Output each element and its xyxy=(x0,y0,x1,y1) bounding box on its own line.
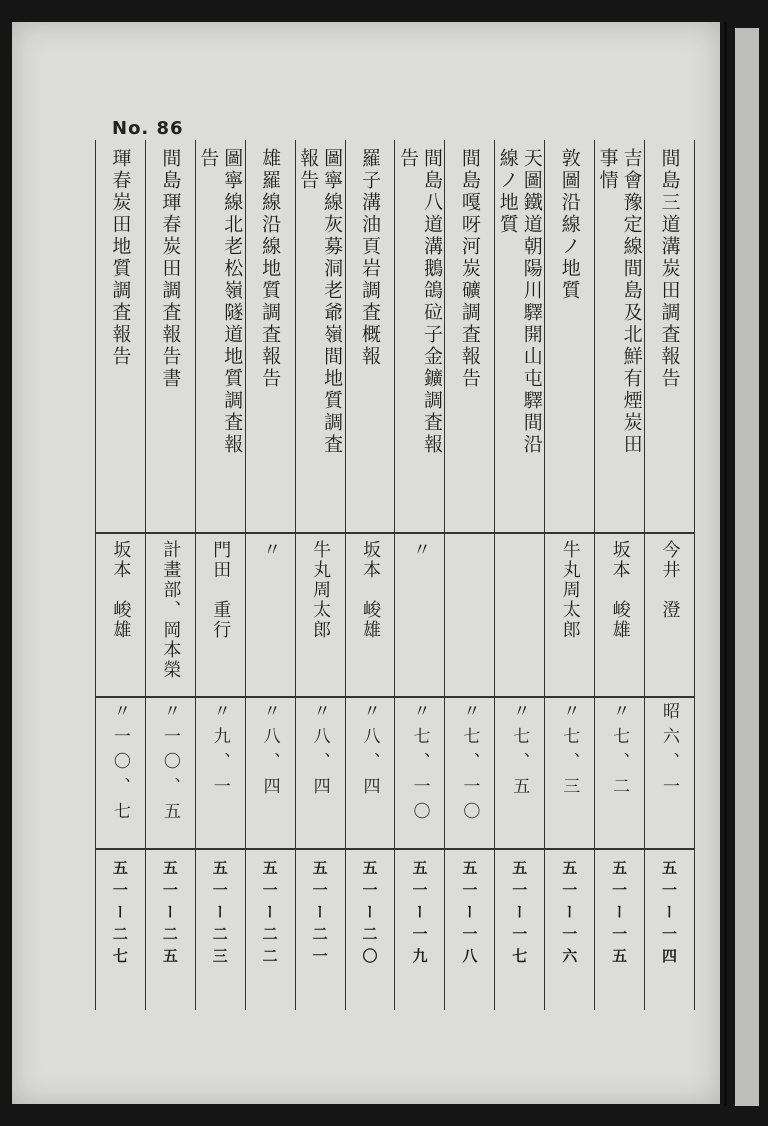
report-date: 〃八、四 xyxy=(259,702,280,802)
report-number: 五一ー二五 xyxy=(160,860,179,970)
report-date: 〃一〇、五 xyxy=(159,702,180,827)
report-title: 琿春炭田地質調査報告 xyxy=(109,148,132,368)
report-author: 計畫部、岡本榮 xyxy=(160,540,182,680)
report-number: 五一ー二二 xyxy=(260,860,279,970)
report-title: 間島琿春炭田調査報告書 xyxy=(159,148,182,390)
report-date: 〃八、四 xyxy=(359,702,380,802)
report-author xyxy=(495,540,544,690)
report-title: 圖寧線灰募洞老爺嶺間地質調査 報告 xyxy=(297,148,344,456)
table-column xyxy=(444,140,494,1010)
table-column xyxy=(644,140,695,1010)
report-author: 〃 xyxy=(260,540,282,560)
table-column xyxy=(245,140,295,1010)
report-date: 〃一〇、七 xyxy=(109,702,130,827)
report-number: 五一ー二一 xyxy=(310,860,329,970)
table-column xyxy=(295,140,345,1010)
report-author: 今井 澄 xyxy=(659,540,681,620)
report-author: 坂本 峻雄 xyxy=(609,540,631,640)
report-date: 〃七、一〇 xyxy=(409,702,430,827)
report-number: 五一ー二三 xyxy=(210,860,229,970)
report-number: 五一ー一六 xyxy=(560,860,579,970)
report-date: 〃九、一 xyxy=(209,702,230,802)
report-title: 敦圖沿線ノ地質 xyxy=(558,148,581,302)
table-columns xyxy=(95,140,695,1010)
report-author xyxy=(445,540,494,690)
report-title: 吉會豫定線間島及北鮮有煙炭田 事情 xyxy=(596,148,643,456)
next-page-edge xyxy=(735,28,759,1106)
report-title: 間島嘎呀河炭礦調査報告 xyxy=(458,148,481,390)
report-number: 五一ー一八 xyxy=(460,860,479,970)
report-list-table xyxy=(95,140,695,1010)
report-title: 羅子溝油頁岩調査概報 xyxy=(359,148,382,368)
report-author: 坂本 峻雄 xyxy=(360,540,382,640)
report-title: 雄羅線沿線地質調査報告 xyxy=(259,148,282,390)
table-column xyxy=(195,140,245,1010)
report-author: 〃 xyxy=(409,540,431,560)
table-column xyxy=(145,140,195,1010)
table-column xyxy=(394,140,444,1010)
report-number: 五一ー一七 xyxy=(510,860,529,970)
table-column xyxy=(494,140,544,1010)
report-date: 〃七、三 xyxy=(559,702,580,802)
report-author: 門田 重行 xyxy=(210,540,232,640)
report-title: 圖寧線北老松嶺隧道地質調査報 告 xyxy=(197,148,244,456)
report-author: 牛丸周太郎 xyxy=(559,540,581,640)
report-number: 五一ー一九 xyxy=(410,860,429,970)
report-author: 牛丸周太郎 xyxy=(310,540,332,640)
report-date: 〃七、五 xyxy=(509,702,530,802)
table-column xyxy=(95,140,145,1010)
report-number: 五一ー一四 xyxy=(660,860,679,970)
report-date: 昭六、一 xyxy=(659,702,680,802)
report-number: 五一ー一五 xyxy=(610,860,629,970)
report-number: 五一ー二〇 xyxy=(360,860,379,970)
table-column xyxy=(544,140,594,1010)
report-title: 天圖鐵道朝陽川驛開山屯驛間沿 線ノ地質 xyxy=(496,148,543,456)
report-date: 〃七、二 xyxy=(609,702,630,802)
table-column xyxy=(345,140,395,1010)
report-number: 五一ー二七 xyxy=(110,860,129,970)
report-date: 〃八、四 xyxy=(309,702,330,802)
table-column xyxy=(594,140,644,1010)
report-author: 坂本 峻雄 xyxy=(110,540,132,640)
page-number: No. 86 xyxy=(112,118,184,139)
page-gutter-line xyxy=(724,22,727,1106)
report-date: 〃七、一〇 xyxy=(459,702,480,827)
report-title: 間島三道溝炭田調査報告 xyxy=(658,148,681,390)
report-title: 間島八道溝鵝鴿砬子金鑛調査報 告 xyxy=(396,148,443,456)
